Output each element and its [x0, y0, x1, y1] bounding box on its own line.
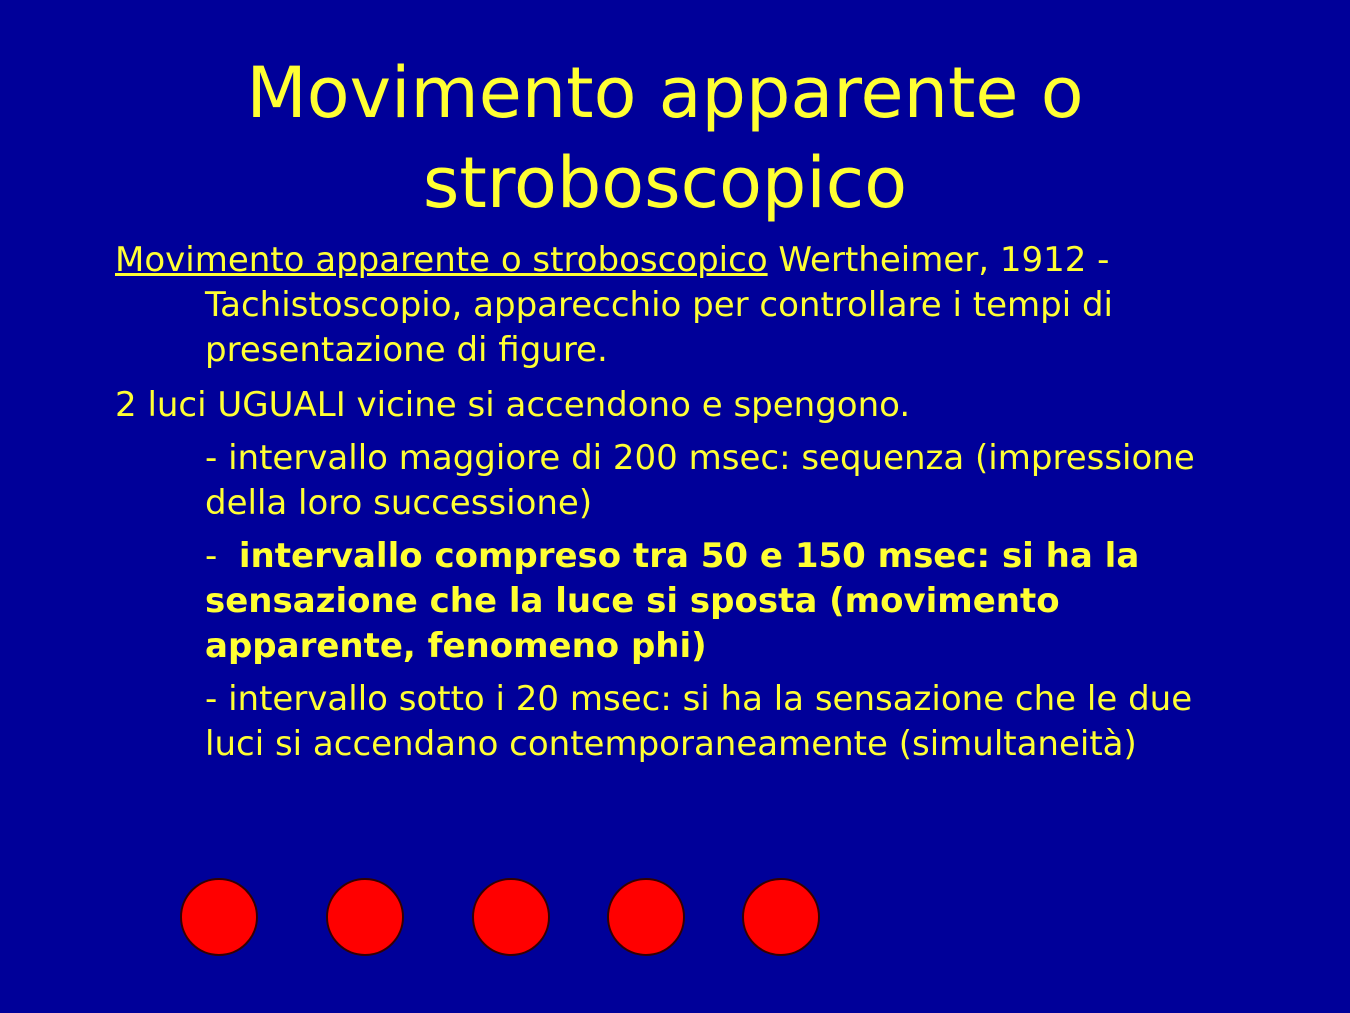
bullet-phi-text: intervallo compreso tra 50 e 150 msec: si ha la sensazione che la luce si sposta (movimento apparente, fenomeno phi): [205, 536, 1140, 666]
slide-title: [0, 48, 1330, 228]
bullet-sequence: - intervallo maggiore di 200 msec: sequenza (impressione della loro successione): [205, 438, 1195, 523]
bullet-simultaneity: - intervallo sotto i 20 msec: si ha la sensazione che le due luci si accendano contemporaneamente (simultaneità): [205, 679, 1193, 764]
red-light-4: [608, 879, 684, 955]
bullet-phi: [115, 534, 1235, 669]
red-light-2: [327, 879, 403, 955]
slide-body: [115, 238, 1235, 767]
red-light-3: [473, 879, 549, 955]
intro-text: Wertheimer, 1912 - Tachistoscopio, apparecchio per controllare i tempi di presentazione di figure.: [205, 240, 1114, 370]
title-line-1: Movimento apparente o: [246, 52, 1084, 134]
intro-link[interactable]: Movimento apparente o stroboscopico: [115, 240, 768, 280]
bullet-phi-dash: -: [205, 536, 239, 576]
lights-paragraph: 2 luci UGUALI vicine si accendono e spengono.: [115, 385, 911, 425]
title-line-2: stroboscopico: [422, 142, 908, 224]
red-light-1: [181, 879, 257, 955]
intro-paragraph: [115, 238, 1235, 373]
red-light-5: [743, 879, 819, 955]
